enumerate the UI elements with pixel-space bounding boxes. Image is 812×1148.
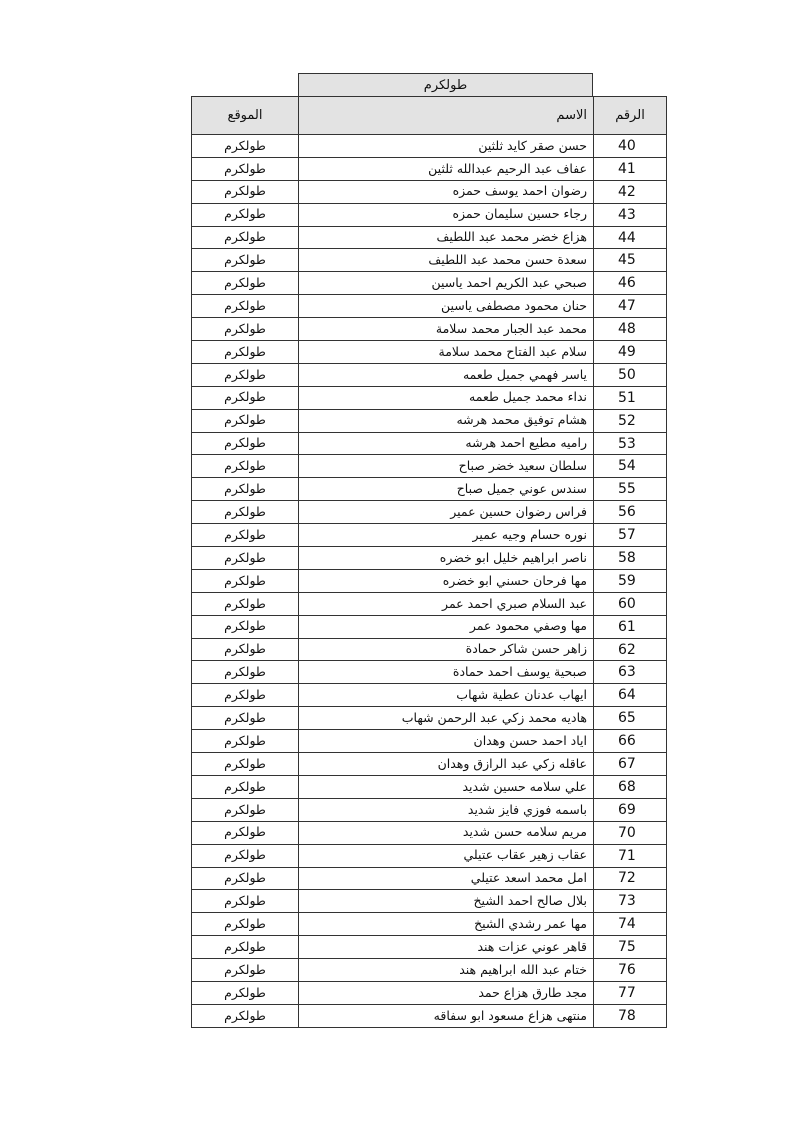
cell-location: طولكرم: [192, 844, 299, 867]
table-row: [192, 203, 667, 226]
cell-number: 43: [594, 203, 667, 226]
cell-location: طولكرم: [192, 684, 299, 707]
cell-number: 48: [594, 318, 667, 341]
cell-name: رضوان احمد يوسف حمزه: [299, 180, 594, 203]
column-header-number: الرقم: [594, 97, 667, 135]
table-row: [192, 226, 667, 249]
cell-name: ياسر فهمي جميل طعمه: [299, 363, 594, 386]
table-row: [192, 730, 667, 753]
table-row: [192, 295, 667, 318]
header-row: [192, 97, 667, 135]
table-row: [192, 135, 667, 158]
cell-number: 55: [594, 478, 667, 501]
cell-location: طولكرم: [192, 363, 299, 386]
table-row: [192, 959, 667, 982]
cell-name: حسن صقر كايد ثلثين: [299, 135, 594, 158]
table-row: [192, 981, 667, 1004]
cell-location: طولكرم: [192, 226, 299, 249]
cell-number: 58: [594, 547, 667, 570]
cell-location: طولكرم: [192, 615, 299, 638]
table-row: [192, 913, 667, 936]
table-row: [192, 707, 667, 730]
cell-name: هشام توفيق محمد هرشه: [299, 409, 594, 432]
cell-name: زاهر حسن شاكر حمادة: [299, 638, 594, 661]
table-row: [192, 867, 667, 890]
cell-number: 67: [594, 753, 667, 776]
cell-location: طولكرم: [192, 409, 299, 432]
table-row: [192, 363, 667, 386]
cell-name: مجد طارق هزاع حمد: [299, 981, 594, 1004]
table-row: [192, 661, 667, 684]
cell-name: منتهى هزاع مسعود ابو سفاقه: [299, 1004, 594, 1027]
cell-number: 62: [594, 638, 667, 661]
cell-location: طولكرم: [192, 730, 299, 753]
region-title: طولكرم: [298, 73, 593, 97]
cell-name: ناصر ابراهيم خليل ابو خضره: [299, 547, 594, 570]
cell-name: فراس رضوان حسين عمير: [299, 501, 594, 524]
cell-location: طولكرم: [192, 661, 299, 684]
cell-number: 46: [594, 272, 667, 295]
cell-name: مها فرحان حسني ابو خضره: [299, 569, 594, 592]
table-body: [192, 135, 667, 1028]
table-row: [192, 798, 667, 821]
cell-name: سلطان سعيد خضر صباح: [299, 455, 594, 478]
cell-name: نداء محمد جميل طعمه: [299, 386, 594, 409]
cell-location: طولكرم: [192, 249, 299, 272]
table-row: [192, 157, 667, 180]
cell-name: صبحية يوسف احمد حمادة: [299, 661, 594, 684]
table-row: [192, 821, 667, 844]
cell-location: طولكرم: [192, 775, 299, 798]
cell-number: 78: [594, 1004, 667, 1027]
cell-location: طولكرم: [192, 180, 299, 203]
cell-number: 71: [594, 844, 667, 867]
cell-name: ختام عبد الله ابراهيم هند: [299, 959, 594, 982]
cell-number: 53: [594, 432, 667, 455]
cell-number: 60: [594, 592, 667, 615]
cell-number: 45: [594, 249, 667, 272]
column-header-name: الاسم: [299, 97, 594, 135]
table-row: [192, 386, 667, 409]
cell-location: طولكرم: [192, 432, 299, 455]
cell-location: طولكرم: [192, 524, 299, 547]
cell-location: طولكرم: [192, 959, 299, 982]
cell-number: 65: [594, 707, 667, 730]
table-row: [192, 753, 667, 776]
column-header-location: الموقع: [192, 97, 299, 135]
cell-location: طولكرم: [192, 157, 299, 180]
table-row: [192, 592, 667, 615]
cell-location: طولكرم: [192, 592, 299, 615]
cell-name: عفاف عبد الرحيم عبدالله ثلثين: [299, 157, 594, 180]
cell-name: قاهر عوني عزات هند: [299, 936, 594, 959]
cell-location: طولكرم: [192, 478, 299, 501]
table-row: [192, 844, 667, 867]
cell-name: بلال صالح احمد الشيخ: [299, 890, 594, 913]
cell-number: 68: [594, 775, 667, 798]
table-header: [192, 97, 667, 135]
cell-number: 52: [594, 409, 667, 432]
table-row: [192, 936, 667, 959]
cell-location: طولكرم: [192, 867, 299, 890]
cell-number: 77: [594, 981, 667, 1004]
cell-name: سندس عوني جميل صباح: [299, 478, 594, 501]
cell-location: طولكرم: [192, 295, 299, 318]
cell-number: 66: [594, 730, 667, 753]
cell-name: مها وصفي محمود عمر: [299, 615, 594, 638]
table-row: [192, 409, 667, 432]
cell-location: طولكرم: [192, 890, 299, 913]
cell-location: طولكرم: [192, 135, 299, 158]
cell-name: سعدة حسن محمد عبد اللطيف: [299, 249, 594, 272]
cell-number: 73: [594, 890, 667, 913]
cell-name: باسمه فوزي فايز شديد: [299, 798, 594, 821]
table-row: [192, 455, 667, 478]
cell-location: طولكرم: [192, 753, 299, 776]
cell-name: اياد احمد حسن وهدان: [299, 730, 594, 753]
cell-location: طولكرم: [192, 318, 299, 341]
cell-name: علي سلامه حسين شديد: [299, 775, 594, 798]
table-row: [192, 547, 667, 570]
cell-name: عقاب زهير عقاب عتيلي: [299, 844, 594, 867]
table-row: [192, 615, 667, 638]
cell-location: طولكرم: [192, 341, 299, 364]
cell-name: امل محمد اسعد عتيلي: [299, 867, 594, 890]
table-row: [192, 249, 667, 272]
cell-number: 61: [594, 615, 667, 638]
cell-number: 70: [594, 821, 667, 844]
cell-number: 54: [594, 455, 667, 478]
cell-number: 56: [594, 501, 667, 524]
table-row: [192, 432, 667, 455]
cell-number: 47: [594, 295, 667, 318]
table-row: [192, 341, 667, 364]
cell-number: 64: [594, 684, 667, 707]
cell-name: هاديه محمد زكي عبد الرحمن شهاب: [299, 707, 594, 730]
cell-number: 44: [594, 226, 667, 249]
table-row: [192, 272, 667, 295]
table-row: [192, 180, 667, 203]
cell-location: طولكرم: [192, 707, 299, 730]
cell-location: طولكرم: [192, 386, 299, 409]
cell-name: رجاء حسين سليمان حمزه: [299, 203, 594, 226]
table-row: [192, 478, 667, 501]
cell-number: 63: [594, 661, 667, 684]
cell-number: 50: [594, 363, 667, 386]
cell-number: 40: [594, 135, 667, 158]
table-row: [192, 318, 667, 341]
cell-location: طولكرم: [192, 638, 299, 661]
cell-location: طولكرم: [192, 798, 299, 821]
table-row: [192, 1004, 667, 1027]
cell-number: 41: [594, 157, 667, 180]
cell-name: راميه مطيع احمد هرشه: [299, 432, 594, 455]
cell-name: مها عمر رشدي الشيخ: [299, 913, 594, 936]
cell-number: 51: [594, 386, 667, 409]
table-row: [192, 638, 667, 661]
cell-number: 42: [594, 180, 667, 203]
cell-number: 57: [594, 524, 667, 547]
cell-location: طولكرم: [192, 547, 299, 570]
cell-location: طولكرم: [192, 1004, 299, 1027]
cell-name: عبد السلام صبري احمد عمر: [299, 592, 594, 615]
cell-number: 69: [594, 798, 667, 821]
cell-location: طولكرم: [192, 203, 299, 226]
cell-number: 75: [594, 936, 667, 959]
cell-location: طولكرم: [192, 821, 299, 844]
cell-location: طولكرم: [192, 501, 299, 524]
cell-location: طولكرم: [192, 569, 299, 592]
cell-name: محمد عبد الجبار محمد سلامة: [299, 318, 594, 341]
names-table: [191, 96, 667, 1028]
table-row: [192, 524, 667, 547]
cell-name: حنان محمود مصطفى ياسين: [299, 295, 594, 318]
cell-location: طولكرم: [192, 936, 299, 959]
cell-number: 72: [594, 867, 667, 890]
cell-name: مريم سلامه حسن شديد: [299, 821, 594, 844]
cell-name: نوره حسام وجيه عمير: [299, 524, 594, 547]
cell-name: صبحي عبد الكريم احمد ياسين: [299, 272, 594, 295]
cell-name: هزاع خضر محمد عبد اللطيف: [299, 226, 594, 249]
cell-number: 74: [594, 913, 667, 936]
cell-number: 49: [594, 341, 667, 364]
cell-name: سلام عبد الفتاح محمد سلامة: [299, 341, 594, 364]
cell-number: 76: [594, 959, 667, 982]
table-row: [192, 775, 667, 798]
cell-number: 59: [594, 569, 667, 592]
table-row: [192, 684, 667, 707]
cell-location: طولكرم: [192, 272, 299, 295]
cell-name: عاقله زكي عبد الرازق وهدان: [299, 753, 594, 776]
cell-location: طولكرم: [192, 455, 299, 478]
table-row: [192, 890, 667, 913]
cell-name: ايهاب عدنان عطية شهاب: [299, 684, 594, 707]
cell-location: طولكرم: [192, 913, 299, 936]
table-row: [192, 569, 667, 592]
table-row: [192, 501, 667, 524]
cell-location: طولكرم: [192, 981, 299, 1004]
